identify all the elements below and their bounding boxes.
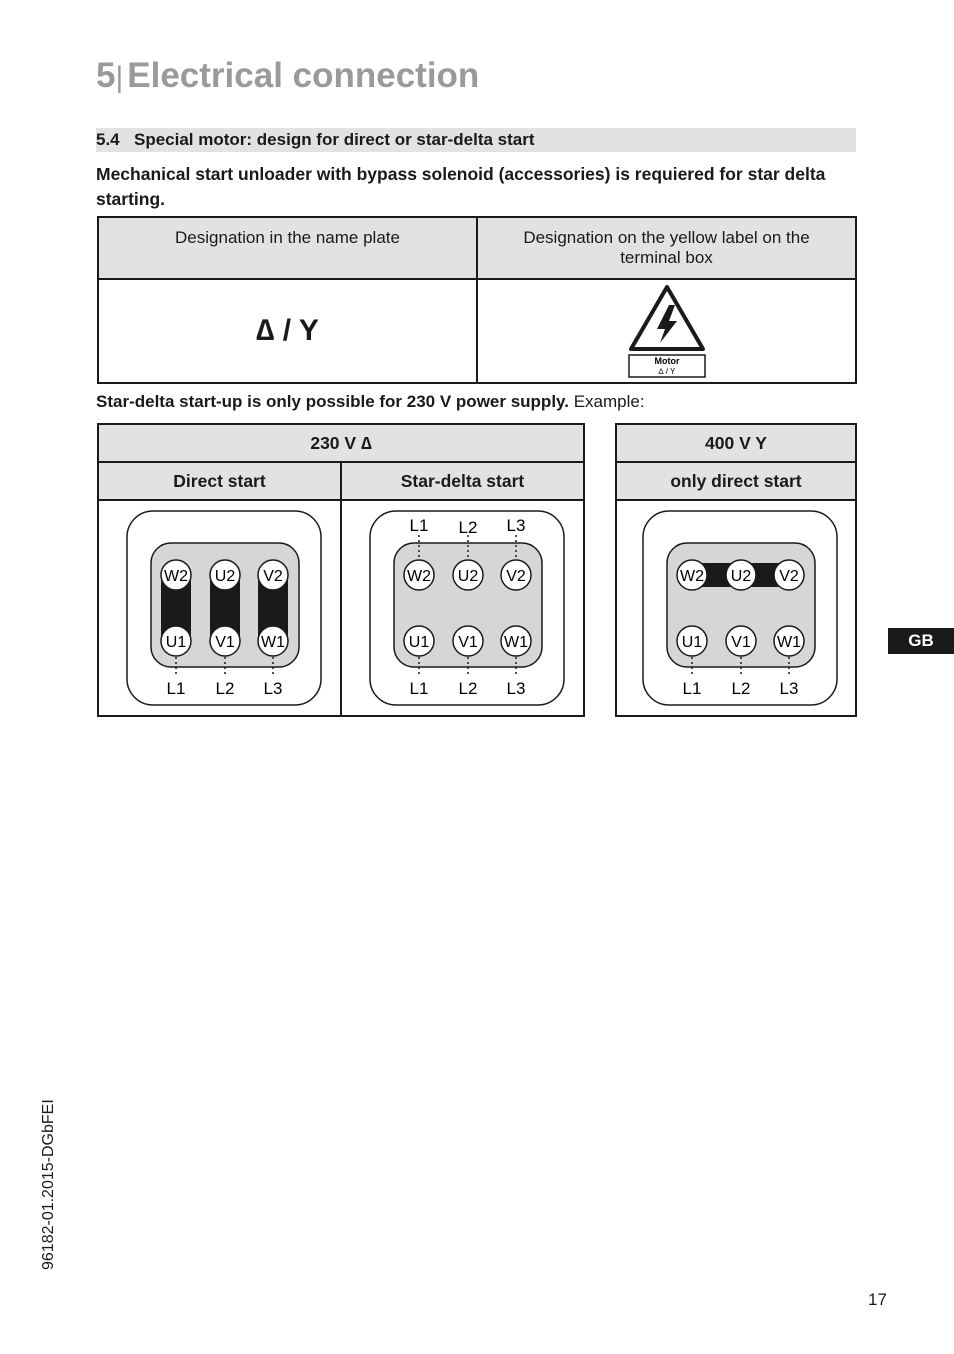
supply-note-example: Example: bbox=[573, 392, 645, 411]
line-l2: L2 bbox=[731, 679, 751, 698]
line-l3: L3 bbox=[263, 679, 282, 698]
line-l3: L3 bbox=[779, 679, 799, 698]
line-l1: L1 bbox=[409, 679, 428, 698]
page-number: 17 bbox=[868, 1290, 887, 1309]
star-delta-diagram-cell bbox=[341, 500, 584, 716]
wiring-400v-header: 400 V Y bbox=[616, 424, 856, 462]
language-tab: GB bbox=[888, 628, 954, 654]
line-l1: L1 bbox=[682, 679, 702, 698]
terminal-w1: W1 bbox=[503, 634, 528, 651]
terminal-w2: W2 bbox=[406, 568, 431, 585]
line-l1: L1 bbox=[166, 679, 185, 698]
terminal-u2: U2 bbox=[457, 568, 478, 585]
terminal-u2: U2 bbox=[730, 568, 752, 585]
terminal-v1: V1 bbox=[214, 634, 235, 651]
wiring-table-400v bbox=[615, 423, 857, 717]
terminal-v2: V2 bbox=[779, 568, 799, 585]
supply-note bbox=[96, 392, 645, 412]
terminal-u1: U1 bbox=[165, 634, 186, 651]
label-symbol-text: ∆ / Y bbox=[658, 367, 675, 376]
line-l2: L2 bbox=[458, 679, 477, 698]
line-l3-top: L3 bbox=[506, 516, 525, 535]
nameplate-symbol: ∆ / Y bbox=[98, 279, 477, 383]
section-heading bbox=[96, 128, 856, 152]
wiring-230v-header: 230 V ∆ bbox=[98, 424, 584, 462]
chapter-heading bbox=[96, 56, 479, 96]
terminal-v1: V1 bbox=[457, 634, 478, 651]
terminal-w2: W2 bbox=[680, 568, 704, 585]
terminal-v1: V1 bbox=[731, 634, 751, 651]
intro-text: Mechanical start unloader with bypass solenoid (accessories) is requiered for star delta starting. bbox=[96, 164, 826, 209]
direct-start-diagram-cell bbox=[98, 500, 341, 716]
wiring-table-230v bbox=[97, 423, 585, 717]
label-motor-text: Motor bbox=[654, 356, 679, 366]
line-l2: L2 bbox=[215, 679, 234, 698]
only-direct-start-header: only direct start bbox=[616, 462, 856, 500]
star-direct-diagram-cell bbox=[616, 500, 856, 716]
section-title: Special motor: design for direct or star-delta start bbox=[134, 130, 535, 149]
star-delta-start-header: Star-delta start bbox=[341, 462, 584, 500]
terminal-v2: V2 bbox=[262, 568, 283, 585]
designation-header-nameplate: Designation in the name plate bbox=[98, 217, 477, 279]
designation-header-label: Designation on the yellow label on the terminal box bbox=[477, 217, 856, 279]
terminal-v2: V2 bbox=[505, 568, 526, 585]
terminal-w1: W1 bbox=[777, 634, 801, 651]
chapter-separator: | bbox=[115, 61, 124, 94]
direct-start-header: Direct start bbox=[98, 462, 341, 500]
terminal-u1: U1 bbox=[408, 634, 429, 651]
terminal-w1: W1 bbox=[260, 634, 285, 651]
star-delta-wiring-diagram bbox=[358, 503, 568, 713]
terminal-u1: U1 bbox=[681, 634, 703, 651]
section-number: 5.4 bbox=[96, 130, 120, 149]
line-l1-top: L1 bbox=[409, 516, 428, 535]
yellow-label-cell bbox=[477, 279, 856, 383]
line-l2-top: L2 bbox=[458, 518, 477, 537]
delta-direct-wiring-diagram bbox=[115, 503, 325, 713]
high-voltage-warning-icon bbox=[627, 283, 707, 379]
chapter-title: Electrical connection bbox=[127, 56, 480, 95]
designation-table bbox=[97, 216, 857, 384]
star-direct-wiring-diagram bbox=[631, 503, 841, 713]
supply-note-bold: Star-delta start-up is only possible for 230 V power supply. bbox=[96, 392, 569, 411]
document-number: 96182-01.2015-DGbFEI bbox=[40, 1099, 57, 1270]
terminal-w2: W2 bbox=[163, 568, 188, 585]
terminal-u2: U2 bbox=[214, 568, 235, 585]
line-l3: L3 bbox=[506, 679, 525, 698]
chapter-number: 5 bbox=[96, 56, 116, 95]
